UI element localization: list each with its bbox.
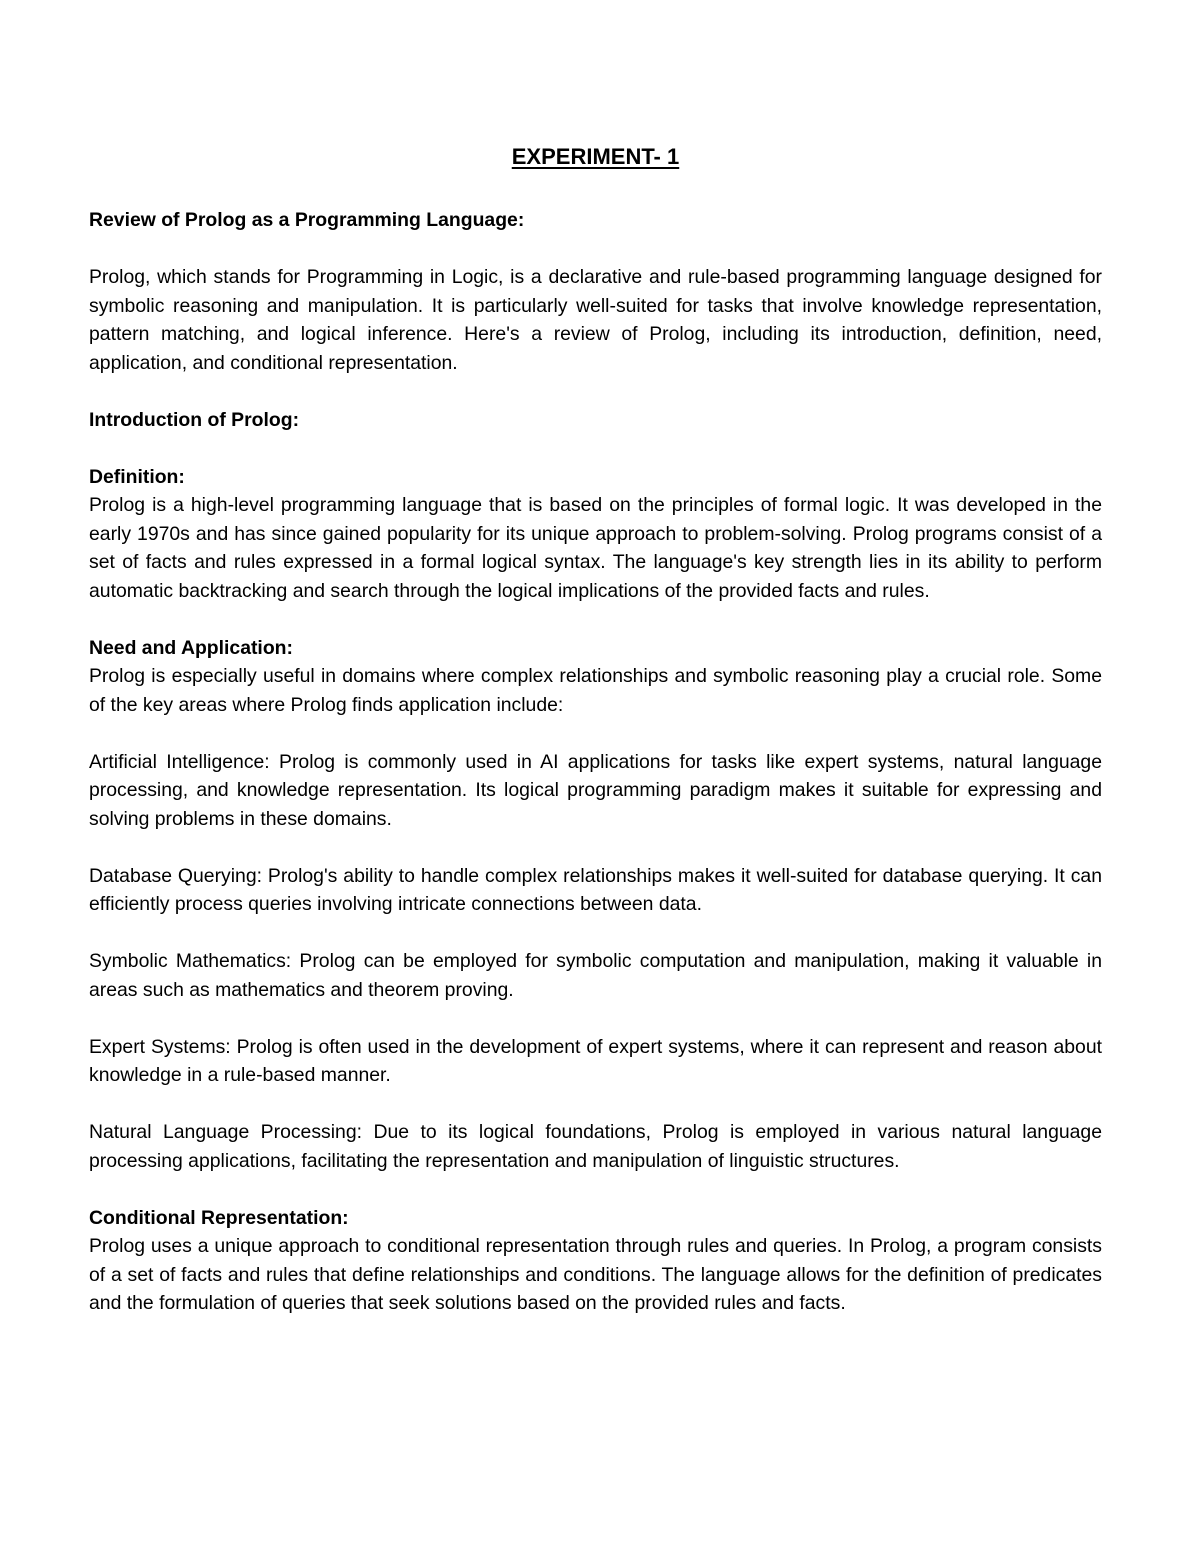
definition-heading: Definition:: [89, 465, 185, 488]
application-ai-paragraph: Artificial Intelligence: Prolog is commonly used in AI applications for tasks like expert systems, natural language processing, and knowledge representation. Its logical programming paradigm makes it suitable for expressing and solving problems in these domains.: [89, 750, 1102, 830]
application-math-paragraph: Symbolic Mathematics: Prolog can be employed for symbolic computation and manipulation, making it valuable in areas such as mathematics and theorem proving.: [89, 950, 1102, 1001]
application-database-paragraph: Database Querying: Prolog's ability to handle complex relationships makes it well-suited for database querying. It can efficiently process queries involving intricate connections between data.: [89, 864, 1102, 915]
conditional-representation-heading: Conditional Representation:: [89, 1206, 349, 1229]
document-title: EXPERIMENT- 1: [511, 144, 680, 169]
need-application-paragraph: Prolog is especially useful in domains where complex relationships and symbolic reasoning play a crucial role. Some of the key areas where Prolog finds application include:: [89, 665, 1102, 716]
document-body: [89, 206, 1102, 1318]
application-expert-systems-paragraph: Expert Systems: Prolog is often used in the development of expert systems, where it can represent and reason about knowledge in a rule-based manner.: [89, 1035, 1102, 1086]
conditional-representation-paragraph: Prolog uses a unique approach to conditional representation through rules and queries. In Prolog, a program consists of a set of facts and rules that define relationships and conditions. The language allows for the definition of predicates and the formulation of queries that seek solutions based on the provided rules and facts.: [89, 1235, 1102, 1314]
application-nlp-paragraph: Natural Language Processing: Due to its logical foundations, Prolog is employed in various natural language processing applications, facilitating the representation and manipulation of linguistic structures.: [89, 1121, 1102, 1172]
definition-paragraph: Prolog is a high-level programming language that is based on the principles of formal logic. It was developed in the early 1970s and has since gained popularity for its unique approach to problem-solving. Prolog programs consist of a set of facts and rules expressed in a formal logical syntax. The language's key strength lies in its ability to perform automatic backtracking and search through the logical implications of the provided facts and rules.: [89, 494, 1102, 602]
review-paragraph: Prolog, which stands for Programming in Logic, is a declarative and rule-based programming language designed for symbolic reasoning and manipulation. It is particularly well-suited for tasks that involve knowledge representation, pattern matching, and logical inference. Here's a review of Prolog, including its introduction, definition, need, application, and conditional representation.: [89, 266, 1102, 374]
introduction-heading: Introduction of Prolog:: [89, 408, 300, 431]
review-heading: Review of Prolog as a Programming Language:: [89, 209, 525, 231]
need-application-heading: Need and Application:: [89, 636, 293, 659]
